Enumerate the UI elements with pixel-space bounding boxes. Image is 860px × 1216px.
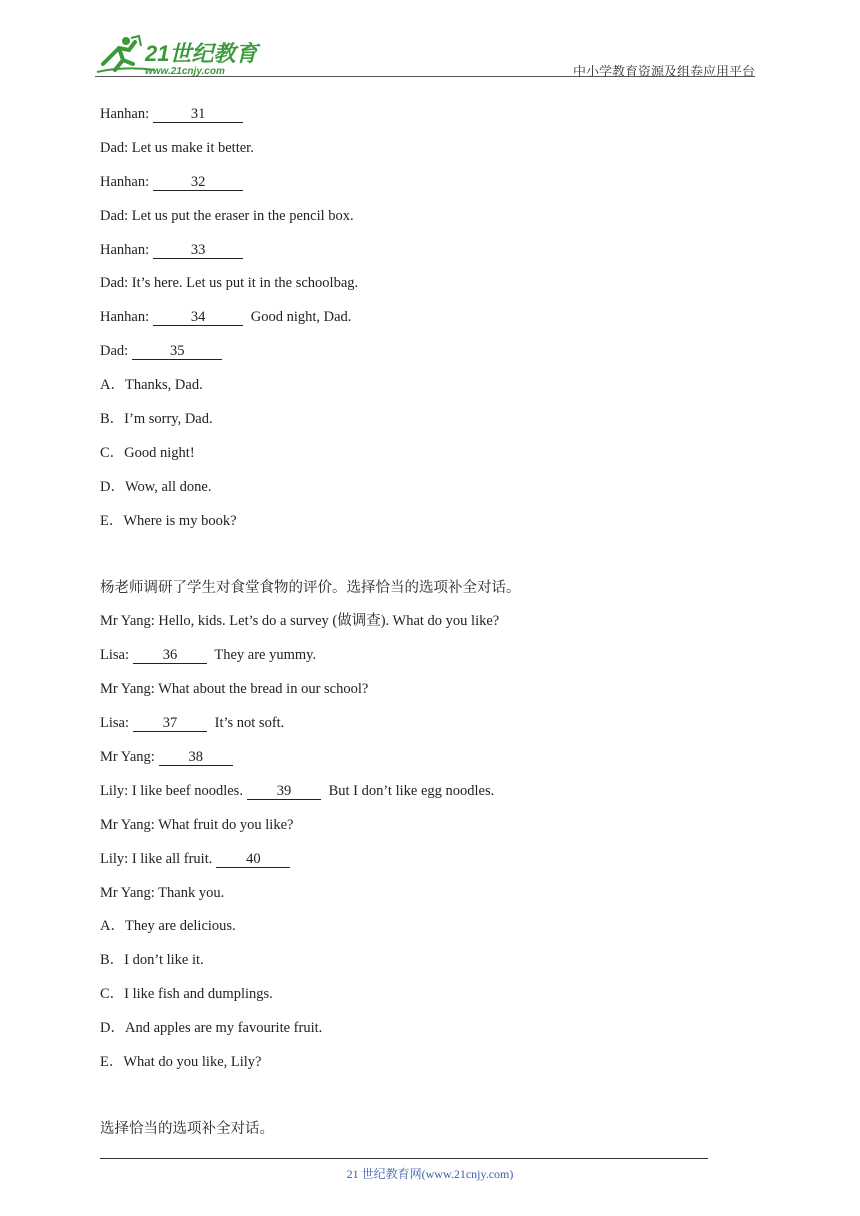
footer-text[interactable]: 21 世纪教育网(www.21cnjy.com): [346, 1167, 514, 1181]
site-logo: [95, 34, 265, 76]
option-d: D．Wow, all done.: [100, 478, 212, 495]
dialogue-line: [100, 307, 720, 327]
option-c: C．Good night!: [100, 444, 195, 461]
dialogue-line: [100, 240, 720, 260]
answer-blank-39[interactable]: 39: [247, 783, 321, 800]
header-divider: [95, 76, 755, 77]
section-instruction: 杨老师调研了学生对食堂食物的评价。选择恰当的选项补全对话。: [100, 579, 521, 596]
dialogue-line: Mr Yang: What fruit do you like?: [100, 816, 294, 833]
dialogue-line: [100, 713, 720, 733]
speaker: Hanhan:: [100, 173, 150, 190]
answer-blank-34[interactable]: 34: [153, 309, 243, 326]
option-d: D．And apples are my favourite fruit.: [100, 1020, 323, 1037]
dialogue-line: [100, 849, 720, 869]
dialogue-line: [100, 341, 720, 361]
runner-logo-icon: [95, 34, 265, 76]
option-e: E．Where is my book?: [100, 512, 237, 529]
answer-blank-40[interactable]: 40: [216, 851, 290, 868]
speaker: Dad:: [100, 343, 129, 360]
line-text: It’s not soft.: [214, 715, 285, 732]
option-b: B．I’m sorry, Dad.: [100, 411, 213, 428]
line-text: They are yummy.: [214, 647, 317, 664]
option-b: B．I don’t like it.: [100, 952, 204, 969]
logo-url-text: www.21cnjy.com: [145, 66, 225, 76]
speaker: Hanhan:: [100, 106, 150, 122]
line-text: Lily: I like all fruit.: [100, 850, 213, 867]
footer-divider: [100, 1158, 708, 1159]
section-instruction: 选择恰当的选项补全对话。: [100, 1120, 274, 1137]
dialogue-line: [100, 747, 720, 767]
speaker: Hanhan:: [100, 309, 150, 326]
dialogue-line: [100, 645, 720, 665]
section-gap: [100, 545, 720, 578]
line-text: Lily: I like beef noodles.: [100, 782, 243, 799]
answer-blank-33[interactable]: 33: [153, 242, 243, 259]
dialogue-line: [100, 781, 720, 801]
document-body: [100, 104, 720, 1153]
line-text: But I don’t like egg noodles.: [328, 782, 495, 799]
logo-main-text: 21世纪教育: [145, 41, 258, 66]
platform-name: 中小学教育资源及组卷应用平台: [572, 64, 755, 79]
dialogue-line: [100, 104, 720, 124]
speaker: Lisa:: [100, 715, 129, 732]
page-header: [95, 34, 755, 78]
section-gap: [100, 1086, 720, 1119]
dialogue-line: Dad: It’s here. Let us put it in the schoolbag.: [100, 275, 359, 292]
answer-blank-35[interactable]: 35: [132, 343, 222, 360]
dialogue-line: Dad: Let us make it better.: [100, 139, 254, 156]
answer-blank-32[interactable]: 32: [153, 174, 243, 191]
dialogue-line: Mr Yang: Hello, kids. Let’s do a survey (做调查). What do you like?: [100, 613, 500, 630]
option-c: C．I like fish and dumplings.: [100, 986, 273, 1003]
answer-blank-36[interactable]: 36: [133, 647, 207, 664]
answer-blank-31[interactable]: 31: [153, 106, 243, 123]
dialogue-line: Dad: Let us put the eraser in the pencil box.: [100, 207, 354, 224]
speaker: Lisa:: [100, 647, 129, 664]
dialogue-line: Mr Yang: Thank you.: [100, 884, 225, 901]
dialogue-line: [100, 172, 720, 192]
speaker: Hanhan:: [100, 241, 150, 258]
option-a: A．They are delicious.: [100, 918, 236, 935]
answer-blank-38[interactable]: 38: [159, 749, 233, 766]
dialogue-line: Mr Yang: What about the bread in our school?: [100, 681, 369, 698]
speaker: Mr Yang:: [100, 749, 155, 766]
option-a: A．Thanks, Dad.: [100, 377, 203, 394]
answer-blank-37[interactable]: 37: [133, 715, 207, 732]
option-e: E．What do you like, Lily?: [100, 1054, 262, 1071]
line-text: Good night, Dad.: [250, 309, 352, 326]
